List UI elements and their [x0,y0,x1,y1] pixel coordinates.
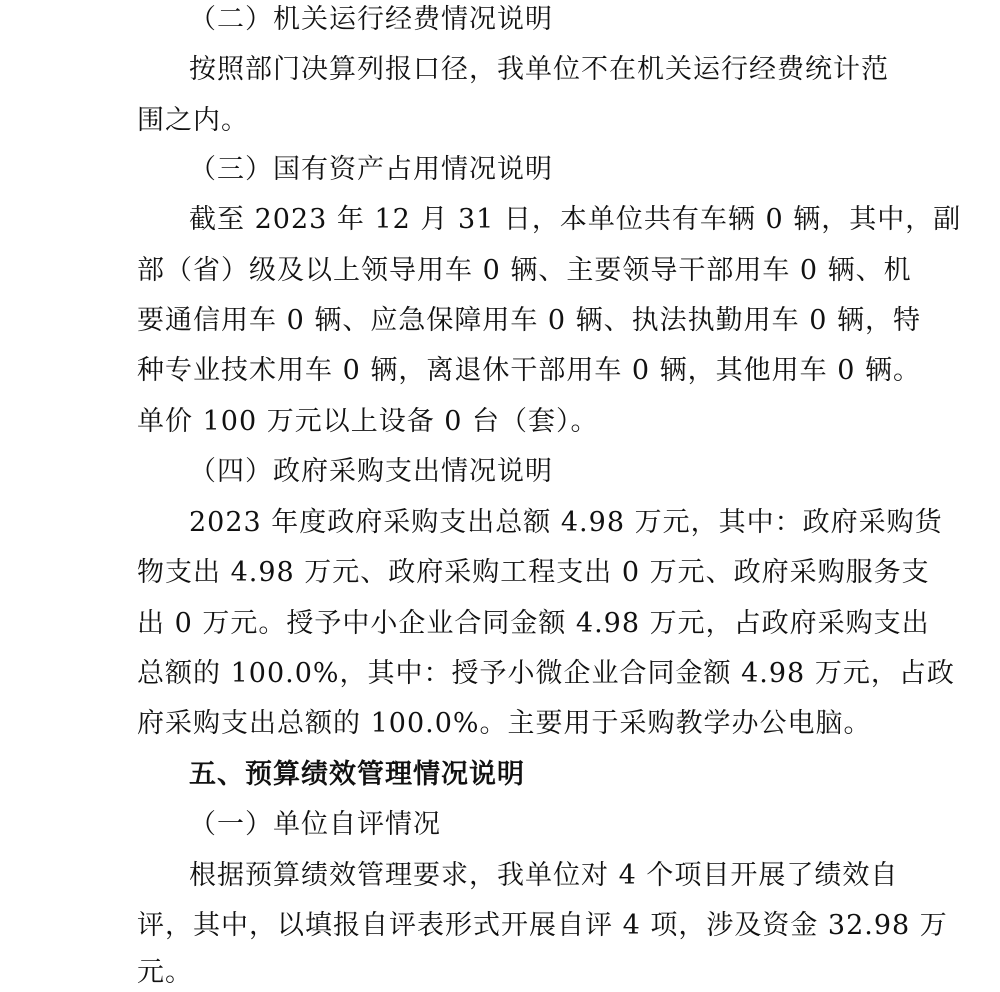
paragraph-line: 围之内。 [137,105,249,136]
section-heading-self-evaluation: （一）单位自评情况 [189,809,441,840]
paragraph-line: 部（省）级及以上领导用车 0 辆、主要领导干部用车 0 辆、机 [137,255,912,286]
paragraph-line: 物支出 4.98 万元、政府采购工程支出 0 万元、政府采购服务支 [137,557,930,588]
paragraph-line: 种专业技术用车 0 辆，离退休干部用车 0 辆，其他用车 0 辆。 [137,355,922,386]
paragraph-line: 单价 100 万元以上设备 0 台（套）。 [137,406,599,437]
paragraph-line: 按照部门决算列报口径，我单位不在机关运行经费统计范 [189,54,889,85]
paragraph-line: 要通信用车 0 辆、应急保障用车 0 辆、执法执勤用车 0 辆，特 [137,305,922,336]
paragraph-line: 总额的 100.0%，其中：授予小微企业合同金额 4.98 万元，占政 [137,658,955,689]
paragraph-line: 评，其中，以填报自评表形式开展自评 4 项，涉及资金 32.98 万 [137,910,948,941]
paragraph-line: 元。 [137,957,193,988]
section-heading-government-procurement: （四）政府采购支出情况说明 [189,456,553,487]
section-heading-state-assets: （三）国有资产占用情况说明 [189,154,553,185]
paragraph-line: 2023 年度政府采购支出总额 4.98 万元，其中：政府采购货 [189,507,943,538]
section-heading-performance-management: 五、预算绩效管理情况说明 [189,759,525,790]
paragraph-line: 出 0 万元。授予中小企业合同金额 4.98 万元，占政府采购支出 [137,608,930,639]
paragraph-line: 根据预算绩效管理要求，我单位对 4 个项目开展了绩效自 [189,860,899,891]
paragraph-line: 府采购支出总额的 100.0%。主要用于采购教学办公电脑。 [137,708,872,739]
section-heading-operating-expenses: （二）机关运行经费情况说明 [189,4,553,35]
paragraph-line: 截至 2023 年 12 月 31 日，本单位共有车辆 0 辆，其中，副 [189,204,962,235]
